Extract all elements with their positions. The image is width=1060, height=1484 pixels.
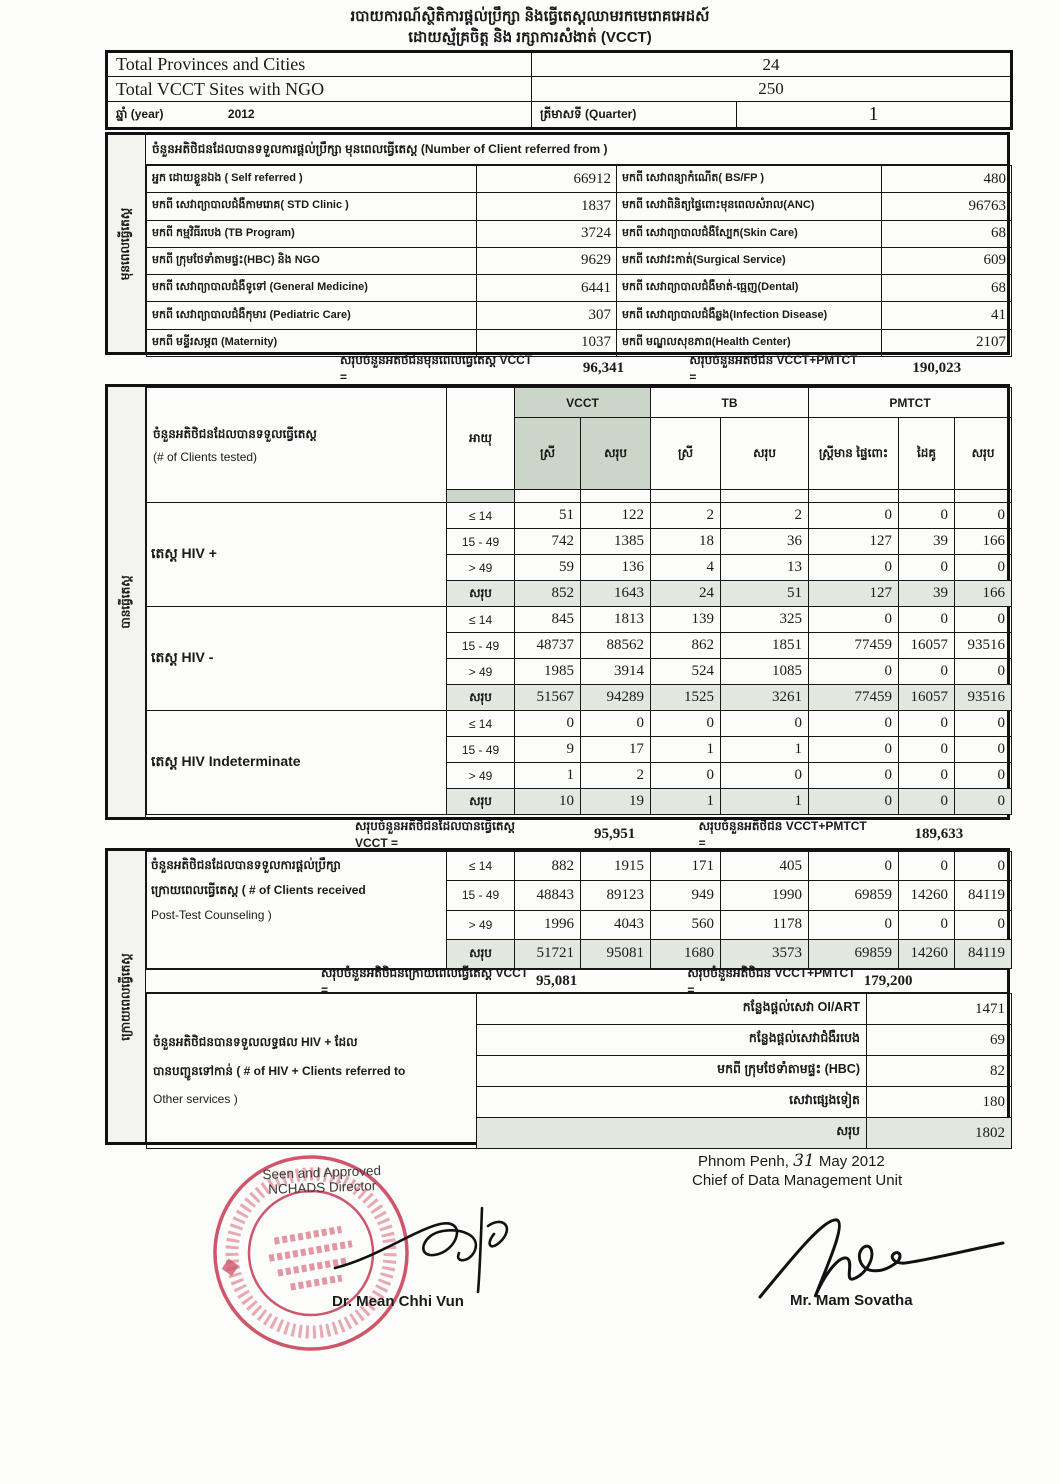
filler-cell	[955, 490, 1012, 503]
filler-cell	[899, 490, 955, 503]
table-row	[147, 503, 1012, 529]
referral-destination-value: 1802	[867, 1118, 1012, 1149]
referral-source-value: 3724	[477, 220, 617, 247]
age-band-label: 15 - 49	[447, 881, 515, 910]
count-cell: 1915	[581, 852, 651, 881]
referral-destination-value: 82	[867, 1056, 1012, 1087]
count-cell: 48737	[515, 633, 581, 659]
count-cell: 51721	[515, 939, 581, 968]
count-cell: 2	[581, 763, 651, 789]
count-cell: 3261	[721, 685, 809, 711]
count-cell: 48843	[515, 881, 581, 910]
age-band-label: 15 - 49	[447, 737, 515, 763]
table-row	[147, 302, 1012, 329]
referral-source-label: មកពី សេវាព្យាបាលជំងឺមាត់-ធ្មេញ(Dental)	[617, 275, 882, 302]
count-cell: 51	[515, 503, 581, 529]
age-band-label: > 49	[447, 763, 515, 789]
tested-content	[146, 387, 1007, 817]
count-cell: 1643	[581, 581, 651, 607]
post-test-tbody	[147, 852, 1012, 969]
referral-source-value: 41	[882, 302, 1012, 329]
count-cell: 0	[809, 737, 899, 763]
count-cell: 1	[651, 737, 721, 763]
referral-source-value: 480	[882, 166, 1012, 193]
count-cell: 1813	[581, 607, 651, 633]
count-cell: 16057	[899, 685, 955, 711]
count-cell: 4043	[581, 910, 651, 939]
count-cell: 69859	[809, 939, 899, 968]
referral-destination-value: 180	[867, 1087, 1012, 1118]
quarter-value: 1	[737, 102, 1012, 129]
count-cell: 51	[721, 581, 809, 607]
count-cell: 845	[515, 607, 581, 633]
pre-test-table	[146, 165, 1012, 357]
quarter-label: ត្រីមាសទី (Quarter)	[532, 102, 737, 129]
summary-label: សរុបចំនួនអតិថិជន VCCT+PMTCT =	[689, 353, 858, 384]
count-cell: 0	[899, 503, 955, 529]
signature-area	[0, 1145, 1060, 1375]
pmtct-group-header: PMTCT	[809, 388, 1012, 418]
count-cell: 0	[955, 763, 1012, 789]
table-row	[147, 275, 1012, 302]
count-cell: 0	[899, 789, 955, 815]
count-cell: 17	[581, 737, 651, 763]
count-cell: 949	[651, 881, 721, 910]
place-text: Phnom Penh,	[698, 1153, 789, 1170]
referral-source-value: 1837	[477, 193, 617, 220]
referral-source-label: មកពី មណ្ឌលសុខភាព(Health Center)	[617, 329, 882, 356]
vcct-female-header: ស្រី	[515, 418, 581, 490]
pmtct-total-header: សរុប	[955, 418, 1012, 490]
referral-source-label: មកពី សេវាព្យាបាលជំងឺស្បែក(Skin Care)	[617, 220, 882, 247]
count-cell: 0	[955, 789, 1012, 815]
referral-source-label: មកពី សេវាពិនិត្យផ្ទៃពោះមុនពេលសំរាល(ANC)	[617, 193, 882, 220]
count-cell: 524	[651, 659, 721, 685]
pmtct-partner-header: ដៃគូ	[899, 418, 955, 490]
count-cell: 0	[955, 711, 1012, 737]
director-name: Dr. Mean Chhi Vun	[332, 1293, 464, 1310]
count-cell: 4	[651, 555, 721, 581]
tb-group-header: TB	[651, 388, 809, 418]
table-row	[147, 711, 1012, 737]
count-cell: 84119	[955, 881, 1012, 910]
tested-summary	[105, 819, 1010, 850]
count-cell: 0	[899, 555, 955, 581]
referral-source-value: 68	[882, 220, 1012, 247]
table-row	[147, 388, 1012, 418]
count-cell: 0	[955, 607, 1012, 633]
tested-side-label: បានធ្វើតេស្ត	[118, 575, 133, 629]
table-row	[107, 52, 1012, 77]
referral-source-label: មកពី សេវាព្យាបាលជំងឺកុមារ (Pediatric Care)	[147, 302, 477, 329]
age-band-label: 15 - 49	[447, 529, 515, 555]
referral-source-value: 96763	[882, 193, 1012, 220]
count-cell: 93516	[955, 633, 1012, 659]
count-cell: 1	[721, 789, 809, 815]
count-cell: 0	[721, 711, 809, 737]
referral-source-label: មកពី មន្ទីរសម្ភព (Maternity)	[147, 329, 477, 356]
count-cell: 1525	[651, 685, 721, 711]
age-column-header: អាយុ	[447, 388, 515, 490]
count-cell: 88562	[581, 633, 651, 659]
count-cell: 127	[809, 529, 899, 555]
stamp-caption	[237, 1162, 408, 1198]
pmtct-pregnant-header: ស្ត្រីមាន ផ្ទៃពោះ	[809, 418, 899, 490]
referral-source-label: អ្នក ដោយខ្លួនឯង ( Self referred )	[147, 166, 477, 193]
filler-cell	[809, 490, 899, 503]
post-test-section	[105, 848, 1010, 1145]
count-cell: 166	[955, 581, 1012, 607]
table-row	[147, 166, 1012, 193]
referrals-out-label-line1: ចំនួនអតិថិជនបានទទួលលទ្ធផល HIV + ដែល	[153, 1034, 358, 1049]
referral-source-value: 609	[882, 247, 1012, 274]
vcct-total-header: សរុប	[581, 418, 651, 490]
age-band-label: 15 - 49	[447, 633, 515, 659]
pre-test-section	[105, 132, 1010, 355]
count-cell: 14260	[899, 939, 955, 968]
count-cell: 69859	[809, 881, 899, 910]
count-cell: 84119	[955, 939, 1012, 968]
filler-cell	[721, 490, 809, 503]
count-cell: 0	[809, 607, 899, 633]
count-cell: 16057	[899, 633, 955, 659]
count-cell: 59	[515, 555, 581, 581]
total-vcct-sites-label: Total VCCT Sites with NGO	[107, 77, 532, 102]
referral-destination-label: កន្លែងផ្តល់សេវាជំងឺរបេង	[477, 1025, 867, 1056]
referral-source-label: មកពី សេវាព្យាបាលជំងឺឆ្លង(Infection Disease)	[617, 302, 882, 329]
tested-section	[105, 384, 1010, 820]
total-vcct-sites-value: 250	[532, 77, 1012, 102]
summary-value: 189,633	[914, 825, 964, 842]
count-cell: 95081	[581, 939, 651, 968]
referral-source-label: មកពី សេវាវះកាត់(Surgical Service)	[617, 247, 882, 274]
referral-destination-label: សរុប	[477, 1118, 867, 1149]
document-title-line2: ដោយស្ម័គ្រចិត្ត និង រក្សាការសំងាត់ (VCCT)	[408, 29, 652, 46]
age-band-label: សរុប	[447, 789, 515, 815]
post-test-summary	[146, 966, 1007, 997]
summary-value: 190,023	[912, 359, 962, 376]
count-cell: 0	[809, 763, 899, 789]
referral-destination-label: សេវាផ្សេងទៀត	[477, 1087, 867, 1118]
referral-source-label: មកពី សេវាព្យាបាលជំងឺកាមរោគ( STD Clinic )	[147, 193, 477, 220]
referral-destination-value: 69	[867, 1025, 1012, 1056]
director-signature-icon	[330, 1200, 525, 1300]
referral-source-label: មកពី សេវាព្យាបាលជំងឺទូទៅ (General Medicine)	[147, 275, 477, 302]
result-group-label: តេស្ត HIV Indeterminate	[147, 711, 447, 815]
tested-side-strip	[108, 387, 146, 817]
count-cell: 94289	[581, 685, 651, 711]
count-cell: 1680	[651, 939, 721, 968]
count-cell: 0	[955, 659, 1012, 685]
stamp-caption-line1: Seen and Approved	[262, 1162, 382, 1183]
filler-cell	[447, 490, 515, 503]
count-cell: 166	[955, 529, 1012, 555]
count-cell: 0	[809, 852, 899, 881]
count-cell: 89123	[581, 881, 651, 910]
count-cell: 0	[721, 763, 809, 789]
count-cell: 0	[899, 852, 955, 881]
referrals-out-label-line2: បានបញ្ជូនទៅកាន់ ( # of HIV + Clients referred to	[153, 1063, 406, 1078]
count-cell: 14260	[899, 881, 955, 910]
count-cell: 852	[515, 581, 581, 607]
document-title	[0, 6, 1060, 48]
referrals-out-label-cell	[147, 994, 477, 1149]
count-cell: 1178	[721, 910, 809, 939]
table-row	[147, 994, 1012, 1025]
count-cell: 0	[809, 503, 899, 529]
count-cell: 1	[651, 789, 721, 815]
count-cell: 1	[721, 737, 809, 763]
referrals-out-label-line3: Other services )	[153, 1092, 238, 1107]
chief-signature-icon	[755, 1205, 1010, 1305]
count-cell: 39	[899, 581, 955, 607]
count-cell: 136	[581, 555, 651, 581]
count-cell: 882	[515, 852, 581, 881]
tested-table	[146, 387, 1012, 815]
age-band-label: សរុប	[447, 939, 515, 968]
date-text: May 2012	[818, 1153, 885, 1170]
total-provinces-label: Total Provinces and Cities	[107, 52, 532, 77]
summary-label: សរុបចំនួនអតិថិជនមុនពេលធ្វើតេស្ត VCCT =	[340, 353, 533, 384]
count-cell: 1985	[515, 659, 581, 685]
count-cell: 0	[899, 763, 955, 789]
referrals-out-table	[146, 993, 1012, 1149]
referral-source-value: 68	[882, 275, 1012, 302]
count-cell: 862	[651, 633, 721, 659]
age-band-label: ≤ 14	[447, 711, 515, 737]
referrals-out-tbody	[147, 994, 1012, 1149]
count-cell: 139	[651, 607, 721, 633]
post-test-label-cell	[147, 852, 447, 969]
year-cell	[107, 102, 532, 129]
count-cell: 77459	[809, 685, 899, 711]
age-band-label: > 49	[447, 555, 515, 581]
count-cell: 0	[651, 763, 721, 789]
referral-source-value: 6441	[477, 275, 617, 302]
chief-name: Mr. Mam Sovatha	[790, 1292, 913, 1309]
count-cell: 1	[515, 763, 581, 789]
pre-test-side-strip	[108, 135, 146, 352]
count-cell: 1085	[721, 659, 809, 685]
age-band-label: > 49	[447, 659, 515, 685]
tb-total-header: សរុប	[721, 418, 809, 490]
count-cell: 19	[581, 789, 651, 815]
year-value: 2012	[227, 107, 255, 121]
count-cell: 36	[721, 529, 809, 555]
referral-source-value: 9629	[477, 247, 617, 274]
count-cell: 0	[809, 711, 899, 737]
post-test-label-line2: ក្រោយពេលធ្វើតេស្ត ( # of Clients received	[151, 883, 366, 898]
count-cell: 122	[581, 503, 651, 529]
count-cell: 0	[899, 737, 955, 763]
filler-cell	[515, 490, 581, 503]
count-cell: 39	[899, 529, 955, 555]
tested-title-cell	[147, 388, 447, 503]
count-cell: 405	[721, 852, 809, 881]
age-band-label: សរុប	[447, 685, 515, 711]
tested-table-head	[147, 388, 1012, 503]
referral-source-label: មកពី ក្រុមថែទាំតាមផ្ទះ(HBC) និង NGO	[147, 247, 477, 274]
count-cell: 93516	[955, 685, 1012, 711]
count-cell: 0	[955, 852, 1012, 881]
pre-test-tbody	[147, 166, 1012, 357]
referral-source-label: មកពី កម្មវិធីរបេង (TB Program)	[147, 220, 477, 247]
post-test-label-line1: ចំនួនអតិថិជនដែលបានទទួលការផ្តល់ប្រឹក្សា	[151, 858, 341, 872]
count-cell: 1990	[721, 881, 809, 910]
count-cell: 2	[721, 503, 809, 529]
table-row	[147, 247, 1012, 274]
tested-tbody	[147, 503, 1012, 815]
age-band-label: ≤ 14	[447, 852, 515, 881]
table-row	[147, 607, 1012, 633]
age-band-label: ≤ 14	[447, 607, 515, 633]
table-row	[107, 102, 1012, 129]
post-test-label-line3: Post-Test Counseling )	[151, 908, 272, 923]
count-cell: 0	[899, 659, 955, 685]
place-date-line	[698, 1151, 885, 1171]
summary-label: សរុបចំនួនអតិថិជនក្រោយពេលធ្វើតេស្ត VCCT =	[321, 966, 529, 997]
post-test-table	[146, 851, 1012, 969]
count-cell: 742	[515, 529, 581, 555]
table-row	[147, 852, 1012, 881]
age-band-label: ≤ 14	[447, 503, 515, 529]
count-cell: 9	[515, 737, 581, 763]
table-row	[147, 329, 1012, 356]
count-cell: 1851	[721, 633, 809, 659]
referral-source-label: មកពី សេវាពន្យាកំណើត( BS/FP )	[617, 166, 882, 193]
summary-value: 95,081	[535, 972, 578, 989]
referral-destination-label: មកពី ក្រុមថែទាំតាមផ្ទះ (HBC)	[477, 1056, 867, 1087]
count-cell: 51567	[515, 685, 581, 711]
table-row	[107, 77, 1012, 102]
count-cell: 0	[809, 910, 899, 939]
result-group-label: តេស្ត HIV +	[147, 503, 447, 607]
filler-cell	[581, 490, 651, 503]
table-row	[147, 193, 1012, 220]
count-cell: 0	[955, 555, 1012, 581]
handwritten-day: 31	[793, 1151, 815, 1171]
count-cell: 325	[721, 607, 809, 633]
count-cell: 0	[581, 711, 651, 737]
referral-source-value: 2107	[882, 329, 1012, 356]
pre-test-side-label: មុនពេលធ្វើតេស្ត	[118, 207, 133, 280]
count-cell: 0	[955, 737, 1012, 763]
count-cell: 1996	[515, 910, 581, 939]
year-label: ឆ្នាំ (year)	[116, 107, 164, 121]
age-band-label: សរុប	[447, 581, 515, 607]
total-provinces-value: 24	[532, 52, 1012, 77]
referral-source-value: 1037	[477, 329, 617, 356]
referral-source-value: 307	[477, 302, 617, 329]
count-cell: 171	[651, 852, 721, 881]
pre-test-content	[146, 135, 1007, 352]
summary-label: សរុបចំនួនអតិថិជន VCCT+PMTCT =	[687, 966, 856, 997]
age-band-label: > 49	[447, 910, 515, 939]
pre-test-header: ចំនួនអតិថិជនដែលបានទទួលការផ្តល់ប្រឹក្សា មុនពេលធ្វើតេស្ត (Number of Client referred from )	[146, 135, 1007, 165]
count-cell: 0	[899, 711, 955, 737]
referral-destination-value: 1471	[867, 994, 1012, 1025]
referral-destination-label: កន្លែងផ្តល់សេវា OI/ART	[477, 994, 867, 1025]
signer-role: Chief of Data Management Unit	[692, 1172, 903, 1189]
table-row	[147, 220, 1012, 247]
count-cell: 0	[651, 711, 721, 737]
tested-title-khmer: ចំនួនអតិថិជនដែលបានទទួលធ្វើតេស្ត	[153, 427, 317, 441]
post-test-content	[146, 851, 1007, 1142]
vcct-group-header: VCCT	[515, 388, 651, 418]
tb-female-header: ស្រី	[651, 418, 721, 490]
summary-value: 179,200	[863, 972, 913, 989]
report-info-table	[105, 50, 1013, 130]
post-test-side-label: ក្រោយពេលធ្វើតេស្ត	[118, 952, 133, 1041]
count-cell: 0	[809, 555, 899, 581]
count-cell: 560	[651, 910, 721, 939]
filler-cell	[651, 490, 721, 503]
count-cell: 1385	[581, 529, 651, 555]
count-cell: 0	[515, 711, 581, 737]
count-cell: 10	[515, 789, 581, 815]
count-cell: 77459	[809, 633, 899, 659]
post-test-side-strip	[108, 851, 146, 1142]
result-group-label: តេស្ត HIV -	[147, 607, 447, 711]
tested-title-english: (# of Clients tested)	[153, 450, 258, 464]
count-cell: 0	[955, 910, 1012, 939]
referral-source-value: 66912	[477, 166, 617, 193]
summary-label: សរុបចំនួនអតិថិជនដែលបានធ្វើតេស្ត VCCT =	[355, 819, 515, 850]
count-cell: 0	[809, 789, 899, 815]
summary-value: 96,341	[582, 359, 625, 376]
count-cell: 3573	[721, 939, 809, 968]
count-cell: 0	[955, 503, 1012, 529]
count-cell: 24	[651, 581, 721, 607]
count-cell: 2	[651, 503, 721, 529]
count-cell: 13	[721, 555, 809, 581]
count-cell: 0	[809, 659, 899, 685]
count-cell: 0	[899, 910, 955, 939]
document-title-line1: របាយការណ៍ស្ថិតិការផ្តល់ប្រឹក្សា និងធ្វើតេស្តឈាមរកមេរោគអេដស៍	[350, 8, 710, 25]
count-cell: 127	[809, 581, 899, 607]
count-cell: 0	[899, 607, 955, 633]
summary-value: 95,951	[593, 825, 636, 842]
summary-label: សរុបចំនួនអតិថិជន VCCT+PMTCT =	[698, 819, 867, 850]
count-cell: 3914	[581, 659, 651, 685]
count-cell: 18	[651, 529, 721, 555]
stamp-caption-line2: NCHADS Director	[268, 1178, 377, 1197]
pre-test-summary	[105, 353, 1010, 384]
